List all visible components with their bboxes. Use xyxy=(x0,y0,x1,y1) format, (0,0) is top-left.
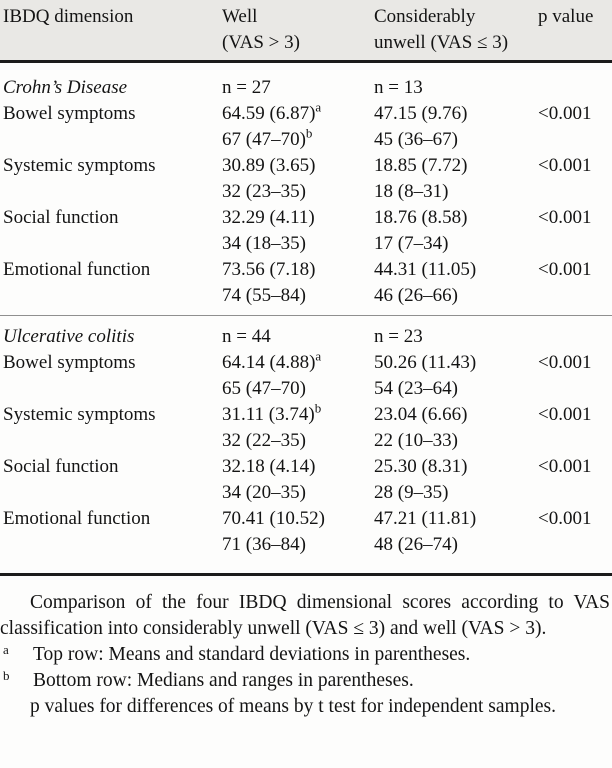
p-value-note: p values for differences of means by t test for independent samples. xyxy=(30,696,556,717)
row-label: Emotional function xyxy=(3,508,151,529)
section-n-unwell: n = 13 xyxy=(374,77,423,98)
p-value: <0.001 xyxy=(538,259,592,280)
p-value: <0.001 xyxy=(538,103,592,124)
p-value: <0.001 xyxy=(538,508,592,529)
unwell-mean: 25.30 (8.31) xyxy=(374,456,468,477)
well-mean: 73.56 (7.18) xyxy=(222,259,316,280)
unwell-mean: 18.76 (8.58) xyxy=(374,207,468,228)
well-cell xyxy=(222,205,374,257)
well-mean: 32.29 (4.11) xyxy=(222,207,315,228)
column-header-unwell xyxy=(374,4,538,56)
column-header-pvalue: p value xyxy=(538,6,594,27)
footnote-a xyxy=(0,642,612,668)
unwell-cell xyxy=(374,350,538,402)
table-row xyxy=(0,454,612,506)
section-n-well: n = 27 xyxy=(222,77,271,98)
column-header-well-line2: (VAS > 3) xyxy=(222,32,300,53)
footnote-a-marker: a xyxy=(3,642,9,657)
row-label: Systemic symptoms xyxy=(3,404,156,425)
unwell-mean: 18.85 (7.72) xyxy=(374,155,468,176)
table-row xyxy=(0,350,612,402)
unwell-median: 48 (26–74) xyxy=(374,534,458,555)
unwell-cell xyxy=(374,402,538,454)
section-name: Ulcerative colitis xyxy=(3,326,135,347)
footnote-marker-b: b xyxy=(314,400,322,416)
footnote-b-marker: b xyxy=(3,668,10,683)
well-mean: 31.11 (3.74) xyxy=(222,404,315,425)
row-label: Social function xyxy=(3,456,119,477)
unwell-median: 17 (7–34) xyxy=(374,233,449,254)
well-cell xyxy=(222,153,374,205)
unwell-cell xyxy=(374,257,538,309)
column-header-unwell-line2: unwell (VAS ≤ 3) xyxy=(374,32,509,53)
well-median: 32 (23–35) xyxy=(222,181,306,202)
section-n-well: n = 44 xyxy=(222,326,271,347)
p-value: <0.001 xyxy=(538,207,592,228)
section-header-row xyxy=(0,324,612,350)
unwell-median: 46 (26–66) xyxy=(374,285,458,306)
well-median: 74 (55–84) xyxy=(222,285,306,306)
unwell-mean: 44.31 (11.05) xyxy=(374,259,477,280)
well-median: 32 (22–35) xyxy=(222,430,306,451)
footnote-b xyxy=(0,668,612,694)
p-value: <0.001 xyxy=(538,404,592,425)
row-label: Bowel symptoms xyxy=(3,352,136,373)
unwell-median: 28 (9–35) xyxy=(374,482,449,503)
column-header-dimension: IBDQ dimension xyxy=(3,6,134,27)
footnote-marker-a: a xyxy=(315,348,322,364)
row-label: Bowel symptoms xyxy=(3,103,136,124)
unwell-median: 45 (36–67) xyxy=(374,129,458,150)
well-median: 34 (20–35) xyxy=(222,482,306,503)
p-value: <0.001 xyxy=(538,456,592,477)
unwell-cell xyxy=(374,205,538,257)
section-name: Crohn’s Disease xyxy=(3,77,128,98)
row-label: Social function xyxy=(3,207,119,228)
table-body xyxy=(0,63,612,576)
footnote-b-text: Bottom row: Medians and ranges in parentheses. xyxy=(33,670,414,691)
well-mean: 32.18 (4.14) xyxy=(222,456,316,477)
unwell-median: 54 (23–64) xyxy=(374,378,458,399)
well-cell xyxy=(222,257,374,309)
footnote-marker-a: a xyxy=(315,99,322,115)
well-mean: 70.41 (10.52) xyxy=(222,508,325,529)
well-median: 71 (36–84) xyxy=(222,534,306,555)
p-value: <0.001 xyxy=(538,155,592,176)
row-label: Emotional function xyxy=(3,259,151,280)
unwell-cell xyxy=(374,454,538,506)
well-cell xyxy=(222,402,374,454)
unwell-mean: 50.26 (11.43) xyxy=(374,352,477,373)
section-n-unwell: n = 23 xyxy=(374,326,423,347)
unwell-median: 18 (8–31) xyxy=(374,181,449,202)
unwell-cell xyxy=(374,506,538,558)
footnote-marker-b: b xyxy=(305,125,313,141)
unwell-cell xyxy=(374,101,538,153)
column-header-unwell-line1: Considerably xyxy=(374,6,476,27)
table-caption: Comparison of the four IBDQ dimensional scores according to VAS classification into considerably unwell (VAS ≤ 3) and well (VAS > 3). xyxy=(0,592,610,639)
well-median: 34 (18–35) xyxy=(222,233,306,254)
table-row xyxy=(0,101,612,153)
p-value: <0.001 xyxy=(538,352,592,373)
well-cell xyxy=(222,101,374,153)
well-mean: 64.14 (4.88) xyxy=(222,352,316,373)
unwell-mean: 47.21 (11.81) xyxy=(374,508,477,529)
table-row xyxy=(0,153,612,205)
section-ulcerative-colitis xyxy=(0,315,612,576)
column-header-well-line1: Well xyxy=(222,6,258,27)
well-median: 67 (47–70) xyxy=(222,129,306,150)
well-mean: 64.59 (6.87) xyxy=(222,103,316,124)
unwell-cell xyxy=(374,153,538,205)
table-row xyxy=(0,506,612,558)
table-header xyxy=(0,0,612,63)
column-header-well xyxy=(222,4,374,56)
unwell-mean: 47.15 (9.76) xyxy=(374,103,468,124)
table-row xyxy=(0,257,612,309)
well-cell xyxy=(222,454,374,506)
table-row xyxy=(0,402,612,454)
section-header-row xyxy=(0,75,612,101)
well-cell xyxy=(222,350,374,402)
well-median: 65 (47–70) xyxy=(222,378,306,399)
well-cell xyxy=(222,506,374,558)
well-mean: 30.89 (3.65) xyxy=(222,155,316,176)
unwell-mean: 23.04 (6.66) xyxy=(374,404,468,425)
unwell-median: 22 (10–33) xyxy=(374,430,458,451)
row-label: Systemic symptoms xyxy=(3,155,156,176)
section-crohns-disease xyxy=(0,63,612,309)
footnote-a-text: Top row: Means and standard deviations in parentheses. xyxy=(33,644,471,665)
table-row xyxy=(0,205,612,257)
